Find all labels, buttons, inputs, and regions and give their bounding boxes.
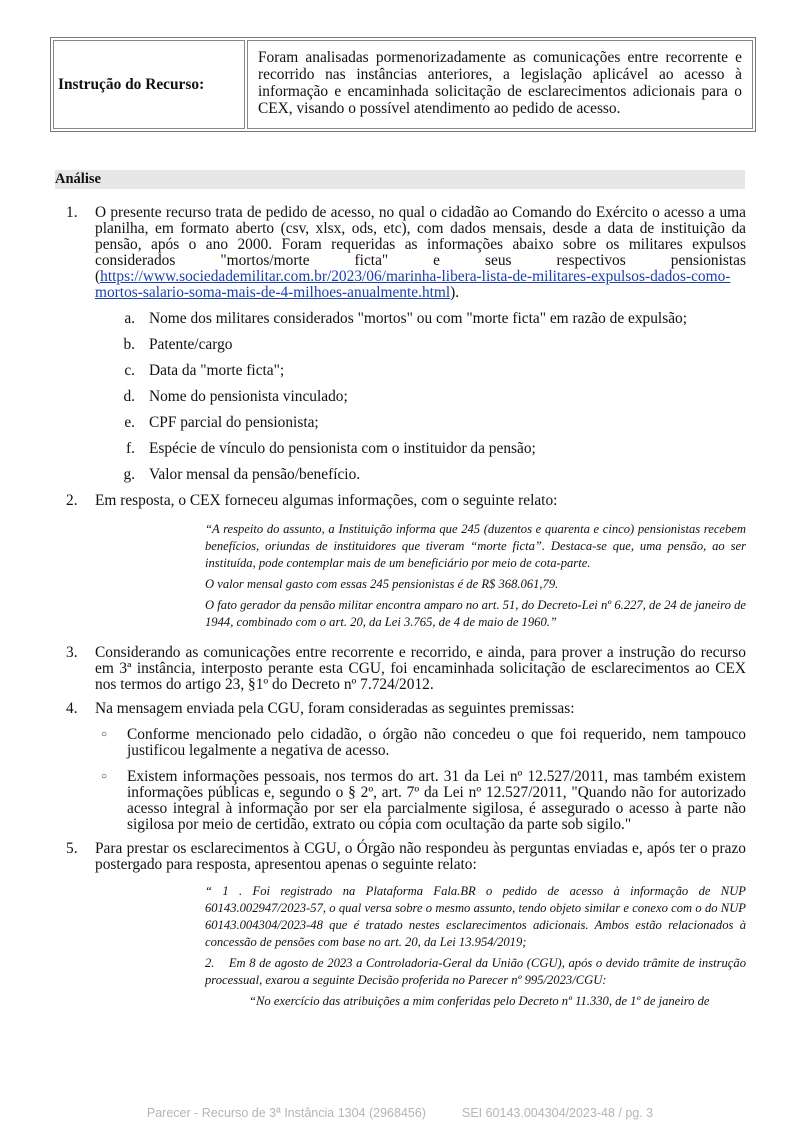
sub-letter: g. — [123, 466, 135, 483]
sub-item — [95, 363, 746, 379]
item-text: Na mensagem enviada pela CGU, foram consideradas as seguintes premissas: — [95, 700, 575, 717]
sub-letter: f. — [126, 440, 135, 457]
bullet-text: Conforme mencionado pelo cidadão, o órgão não concedeu o que foi requerido, nem tampouco justificou legalmente a negativa de acesso. — [127, 726, 746, 759]
block-quote — [205, 521, 746, 631]
item-number: 3. — [66, 644, 78, 661]
sub-item — [95, 389, 746, 405]
page-footer — [0, 1106, 800, 1120]
quote-paragraph: 2. Em 8 de agosto de 2023 a Controladoria-Geral da União (CGU), após o devido trâmite de instrução processual, exarou a seguinte Decisão proferida no Parecer nº 995/2023/CGU: — [205, 956, 750, 987]
bullet-item — [95, 727, 746, 759]
sub-letter: a. — [124, 310, 135, 327]
sub-letter: b. — [123, 336, 135, 353]
item-number: 4. — [66, 700, 78, 717]
sub-text: Nome dos militares considerados "mortos" ou com "morte ficta" em razão de expulsão; — [149, 310, 688, 327]
bullet-text: Existem informações pessoais, nos termos do art. 31 da Lei nº 12.527/2011, mas também existem informações públicas e, segundo o § 2º, art. 7º da Lei nº 12.527/2011, "Quando não for autorizado acesso integral à informação por ser ela parcialmente sigilosa, é assegurado o acesso à parte não sigilosa por meio de certidão, extrato ou cópia com ocultação da parte sob sigilo." — [127, 768, 746, 833]
bullet-item — [95, 769, 746, 833]
sub-list — [95, 311, 746, 483]
source-link[interactable]: https://www.sociedademilitar.com.br/2023/06/marinha-libera-lista-de-militares-expulsos-dados-como-mortos-salario-soma-mais-de-4-milhoes-anualmente.html — [95, 268, 731, 301]
item-text — [95, 205, 746, 301]
table-label: Instrução do Recurso: — [53, 40, 245, 129]
list-item — [66, 841, 746, 873]
quote-paragraph: “ 1 . Foi registrado na Plataforma Fala.BR o pedido de acesso à informação de NUP 60143.002947/2023-57, o qual versa sobre o mesmo assunto, tendo objeto similar e conexo com o do NUP 60143.004304/2023-48 que é tratado nestes esclarecimentos adicionais. Ambos estão relacionados à concessão de pensões com base no art. 20, da Lei 13.954/2019; — [205, 884, 746, 949]
analysis-content — [66, 204, 750, 1024]
sub-item — [95, 415, 746, 431]
sub-text: Nome do pensionista vinculado; — [149, 388, 348, 405]
item-number: 5. — [66, 840, 78, 857]
item-number: 1. — [66, 204, 78, 221]
quote-paragraph: O fato gerador da pensão militar encontra amparo no art. 51, do Decreto-Lei nº 6.227, de 24 de janeiro de 1944, combinado com o art. 20, da Lei 3.765, de 4 de maio de 1960.” — [205, 598, 746, 629]
sub-text: Patente/cargo — [149, 336, 233, 353]
sub-item — [95, 311, 746, 327]
item-text: Considerando as comunicações entre recorrente e recorrido, e ainda, para prover a instrução do recurso em 3ª instância, interposto perante esta CGU, foi encaminhada solicitação de esclarecimentos ao CEX nos termos do artigo 23, §1º do Decreto nº 7.724/2012. — [95, 644, 746, 693]
sub-text: CPF parcial do pensionista; — [149, 414, 319, 431]
sub-text: Valor mensal da pensão/benefício. — [149, 466, 361, 483]
quote-paragraph: “No exercício das atribuições a mim conferidas pelo Decreto nº 11.330, de 1º de janeiro de — [249, 994, 710, 1008]
item-text-part: O presente recurso trata de pedido de acesso, no qual o cidadão ao Comando do Exército o acesso a uma planilha, em formato aberto (csv, xlsx, ods, etc), com dados mensais, desde a data de instituição da pensão, após o ano 2000. Foram requeridas as informações abaixo sobre os militares expulsos considerados "mortos/morte ficta" e seus respectivos pensionistas ( — [95, 204, 746, 285]
quote-paragraph: “A respeito do assunto, a Instituição informa que 245 (duzentos e quarenta e cinco) pensionistas recebem benefícios, oriundas de instituidores que tiveram “morte ficta”. Destaca-se que, uma pensão, ao ser instituída, pode contemplar mais de um beneficiário por meio de cota-parte. — [205, 522, 746, 570]
item-text-part: ). — [450, 284, 460, 301]
sub-letter: e. — [124, 414, 135, 431]
block-quote — [205, 883, 750, 1010]
item-text: Para prestar os esclarecimentos à CGU, o Órgão não respondeu às perguntas enviadas e, após ter o prazo postergado para resposta, apresentou apenas o seguinte relato: — [95, 840, 746, 873]
sub-item — [95, 467, 746, 483]
list-item — [66, 493, 746, 509]
footer-document: Parecer - Recurso de 3ª Instância 1304 (2968456) — [146, 1106, 426, 1120]
table-value: Foram analisadas pormenorizadamente as comunicações entre recorrente e recorrido nas instâncias anteriores, a legislação aplicável ao acesso à informação e encaminhada solicitação de esclarecimentos adicionais para o CEX, visando o possível atendimento ao pedido de acesso. — [247, 40, 753, 129]
sub-letter: d. — [123, 388, 135, 405]
item-number: 2. — [66, 492, 78, 509]
section-title: Análise — [55, 170, 745, 189]
sub-item — [95, 441, 746, 457]
list-item — [66, 205, 746, 301]
sub-text: Espécie de vínculo do pensionista com o instituidor da pensão; — [149, 440, 536, 457]
instruction-table — [50, 37, 756, 132]
sub-item — [95, 337, 746, 353]
bullet-icon: ○ — [101, 771, 108, 782]
item-text: Em resposta, o CEX forneceu algumas informações, com o seguinte relato: — [95, 492, 558, 509]
bullet-icon: ○ — [101, 729, 108, 740]
footer-page: SEI 60143.004304/2023-48 / pg. 3 — [461, 1106, 654, 1120]
quote-paragraph: O valor mensal gasto com essas 245 pensionistas é de R$ 368.061,79. — [205, 577, 559, 591]
sub-text: Data da "morte ficta"; — [149, 362, 285, 379]
sub-letter: c. — [124, 362, 135, 379]
list-item — [66, 645, 746, 693]
list-item — [66, 701, 746, 717]
